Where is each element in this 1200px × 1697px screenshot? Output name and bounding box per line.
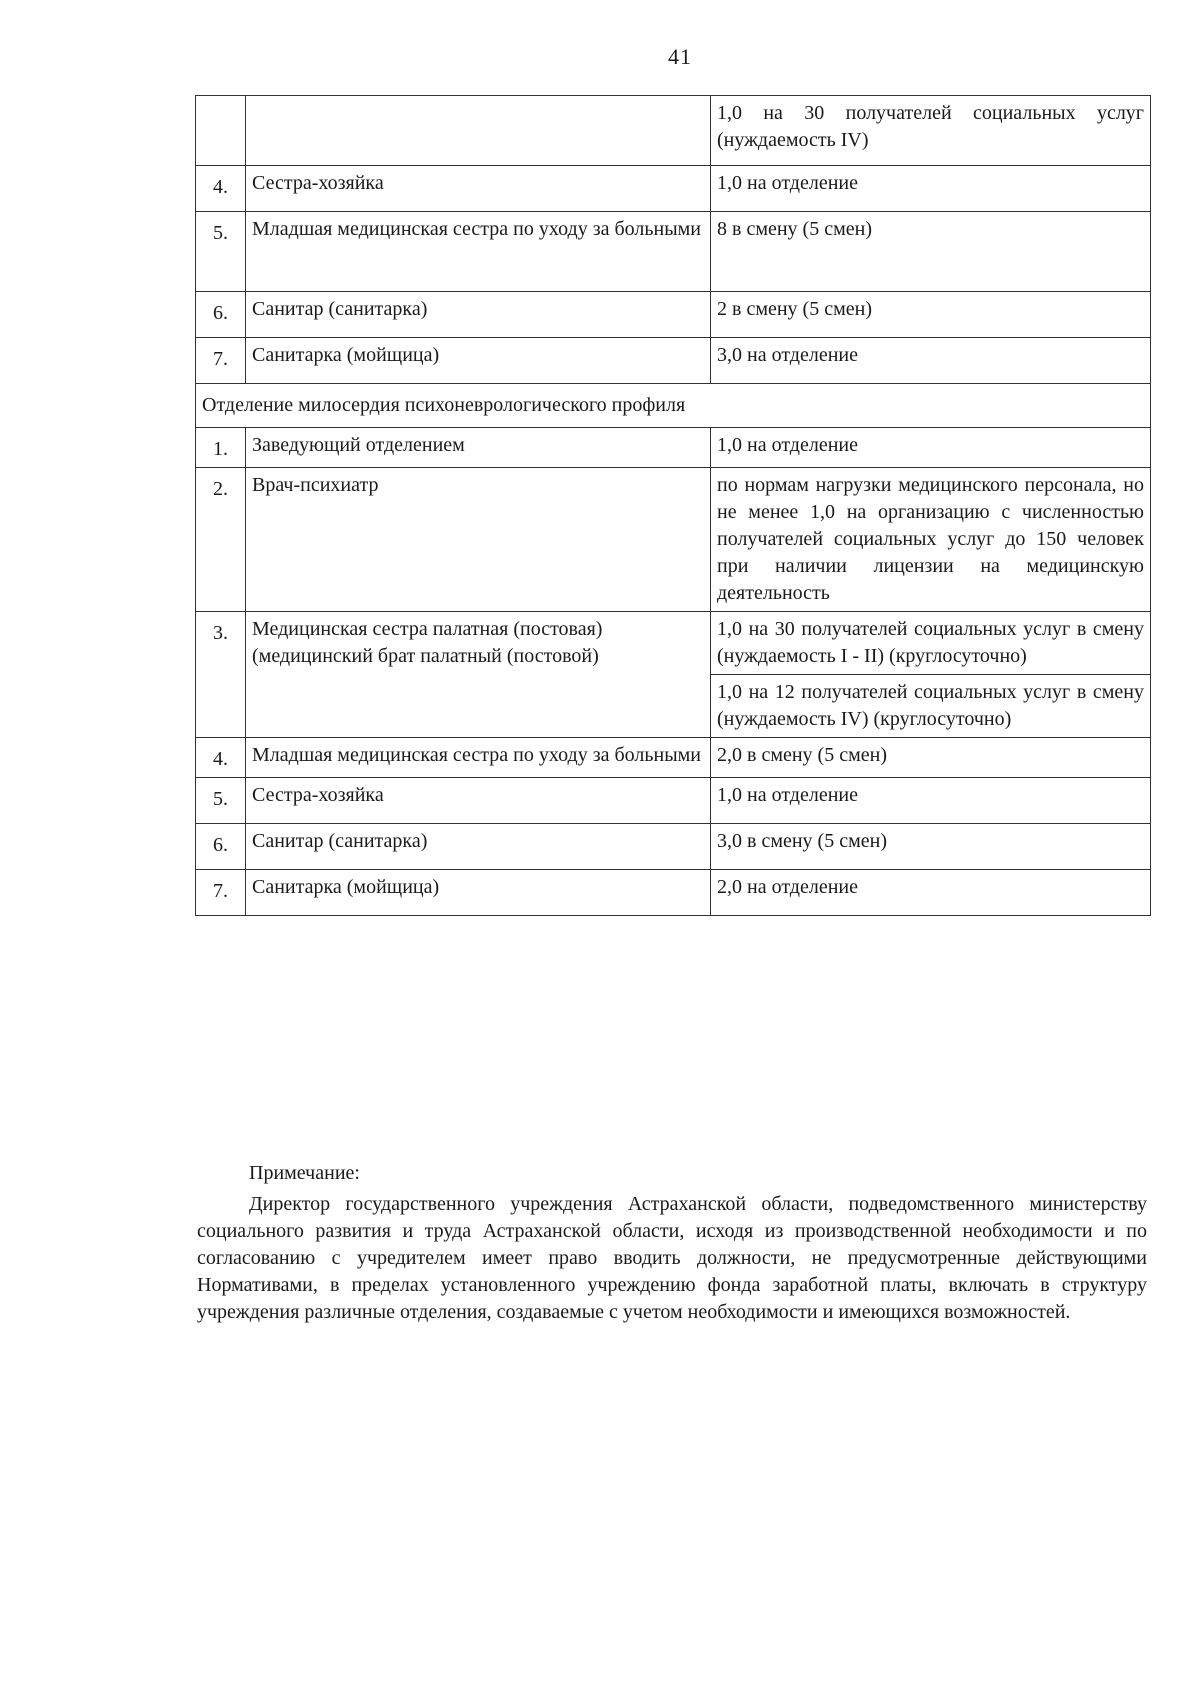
row-number: 3. <box>196 612 246 738</box>
row-number: 6. <box>196 824 246 870</box>
row-number: 7. <box>196 870 246 916</box>
table-row <box>196 96 1151 166</box>
staffing-norm: 1,0 на 30 получателей социальных услуг (нуждаемость IV) <box>711 96 1151 166</box>
table-row <box>196 870 1151 916</box>
table-row <box>196 338 1151 384</box>
page-number: 41 <box>668 44 692 69</box>
position-title: Санитар (санитарка) <box>246 292 711 338</box>
position-title: Санитарка (мойщица) <box>246 870 711 916</box>
table-row <box>196 212 1151 292</box>
table-row <box>196 166 1151 212</box>
position-title: Медицинская сестра палатная (постовая) (медицинский брат палатный (постовой) <box>246 612 711 738</box>
table-row <box>196 738 1151 778</box>
note-title: Примечание: <box>249 1162 360 1184</box>
staffing-norm: 1,0 на 12 получателей социальных услуг в смену (нуждаемость IV) (круглосуточно) <box>711 675 1151 738</box>
row-number: 6. <box>196 292 246 338</box>
row-number: 1. <box>196 428 246 468</box>
row-number: 7. <box>196 338 246 384</box>
row-number: 4. <box>196 166 246 212</box>
position-title: Сестра-хозяйка <box>246 778 711 824</box>
staffing-norms-table <box>195 95 1151 916</box>
staffing-norm: 8 в смену (5 смен) <box>711 212 1151 292</box>
row-number <box>196 96 246 166</box>
table-row <box>196 612 1151 675</box>
note-text: Директор государственного учреждения Астраханской области, подведомственного министерству социального развития и труда Астраханской области, исходя из производственной необходимости и по согласованию с учредителем имеет право вводить должности, не предусмотренные действующими Нормативами, в пределах установленного учреждению фонда заработной платы, включать в структуру учреждения различные отделения, создаваемые с учетом необходимости и имеющихся возможностей. <box>197 1193 1147 1323</box>
table-row <box>196 778 1151 824</box>
staffing-norm: 1,0 на 30 получателей социальных услуг в смену (нуждаемость I - II) (круглосуточно) <box>711 612 1151 675</box>
staffing-norm: по нормам нагрузки медицинского персонала, но не менее 1,0 на организацию с численностью получателей социальных услуг до 150 человек при наличии лицензии на медицинскую деятельность <box>711 468 1151 612</box>
staffing-norm: 2,0 в смену (5 смен) <box>711 738 1151 778</box>
section-title: Отделение милосердия психоневрологического профиля <box>196 384 1151 428</box>
staffing-norm: 3,0 в смену (5 смен) <box>711 824 1151 870</box>
position-title: Врач-психиатр <box>246 468 711 612</box>
position-title: Санитар (санитарка) <box>246 824 711 870</box>
staffing-norm: 1,0 на отделение <box>711 778 1151 824</box>
position-title: Сестра-хозяйка <box>246 166 711 212</box>
staffing-norm: 2,0 на отделение <box>711 870 1151 916</box>
position-title: Младшая медицинская сестра по уходу за больными <box>246 738 711 778</box>
row-number: 4. <box>196 738 246 778</box>
position-title: Младшая медицинская сестра по уходу за больными <box>246 212 711 292</box>
position-title <box>246 96 711 166</box>
note-block <box>197 1160 1147 1326</box>
row-number: 5. <box>196 778 246 824</box>
table-row <box>196 824 1151 870</box>
table-row <box>196 428 1151 468</box>
position-title: Санитарка (мойщица) <box>246 338 711 384</box>
row-number: 2. <box>196 468 246 612</box>
section-header-row <box>196 384 1151 428</box>
position-title: Заведующий отделением <box>246 428 711 468</box>
staffing-norm: 1,0 на отделение <box>711 428 1151 468</box>
table-body <box>196 96 1151 916</box>
table-row <box>196 292 1151 338</box>
staffing-norm: 3,0 на отделение <box>711 338 1151 384</box>
table-row <box>196 468 1151 612</box>
staffing-norm: 2 в смену (5 смен) <box>711 292 1151 338</box>
row-number: 5. <box>196 212 246 292</box>
staffing-norm: 1,0 на отделение <box>711 166 1151 212</box>
